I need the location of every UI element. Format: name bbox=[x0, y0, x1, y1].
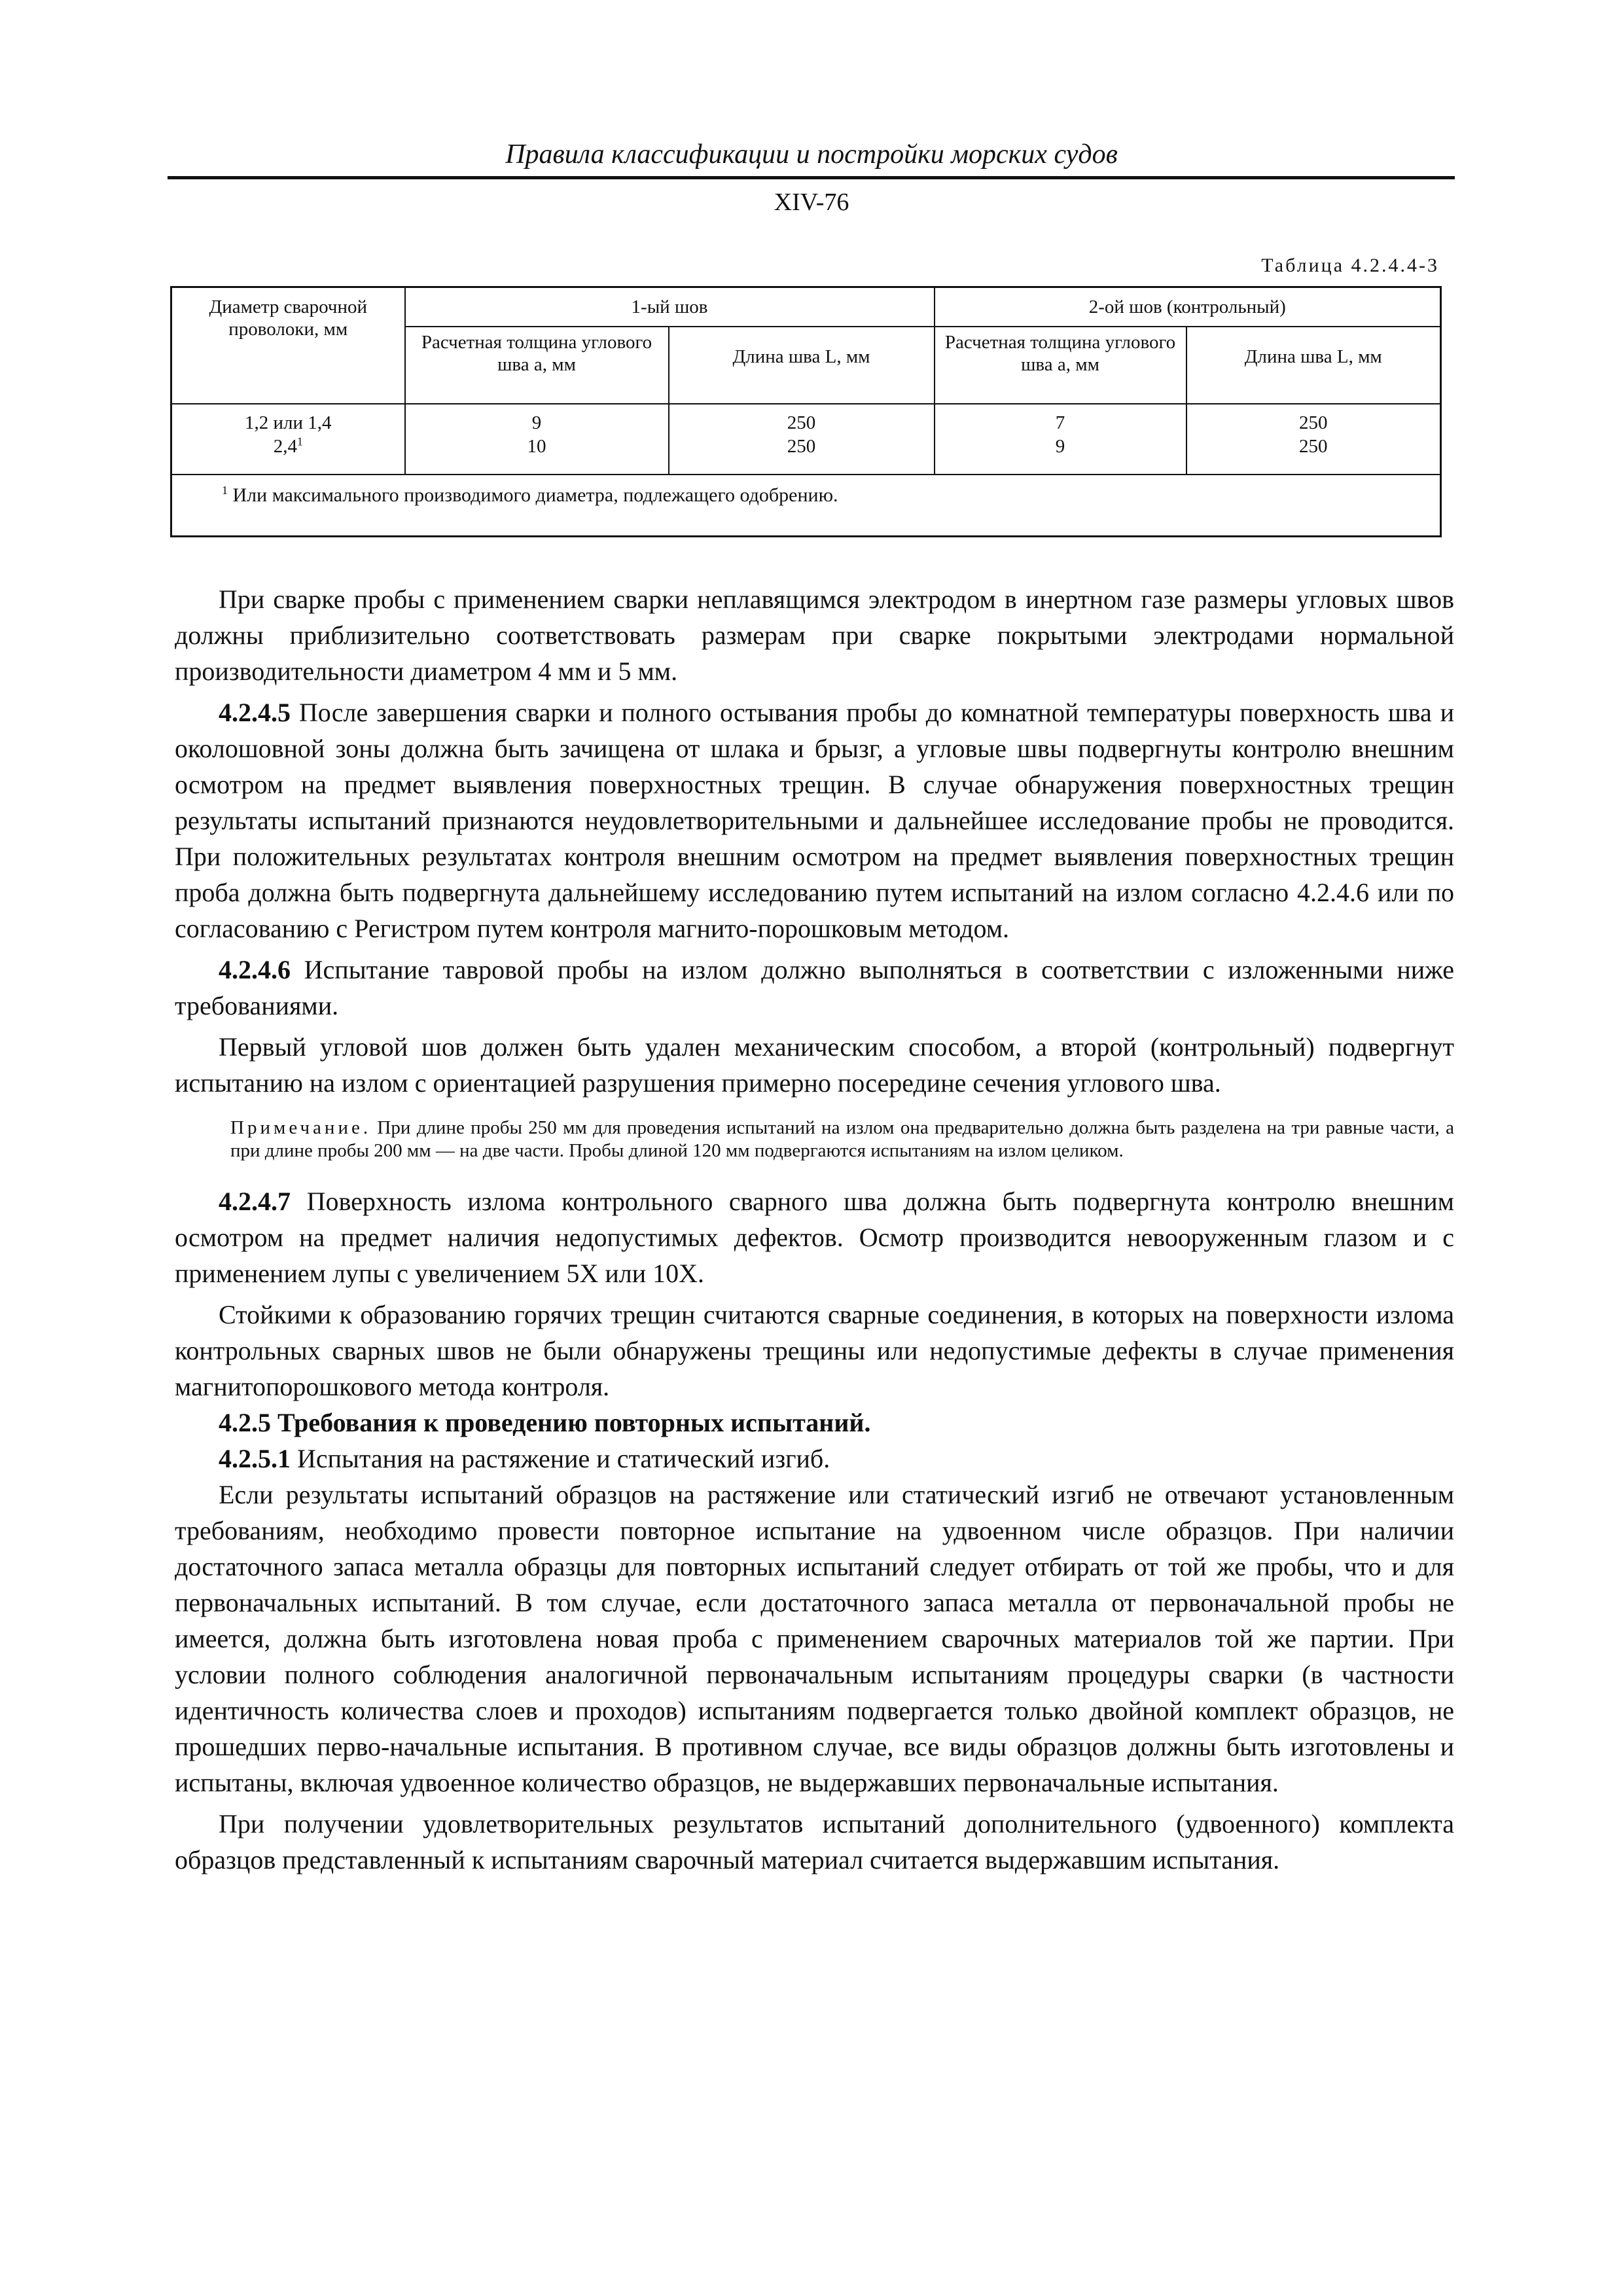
document-body bbox=[175, 581, 1454, 1878]
length-header-text: Длина шва L, мм bbox=[1244, 346, 1382, 367]
clause-number: 4.2.4.7 bbox=[219, 1187, 291, 1216]
thickness-2-value: 7 bbox=[1055, 412, 1065, 433]
thickness-1-value: 10 bbox=[527, 436, 546, 457]
page-number: XIV-76 bbox=[774, 188, 849, 216]
length-header-text: Длина шва L, мм bbox=[732, 346, 870, 367]
thickness-header-text: Расчетная толщина углового шва a, мм bbox=[421, 332, 652, 375]
footnote-text: Или максимального производимого диаметра, подлежащего одобрению. bbox=[232, 484, 838, 506]
length-2-value: 250 bbox=[1299, 412, 1328, 433]
note-text: При длине пробы 250 мм для проведения испытаний на излом она предварительно должна быть разделена на три равные части, а при длине пробы 200 мм — на две части. Пробы длиной 120 мм подвергаются испытаниям на излом целиком. bbox=[230, 1117, 1454, 1161]
diameter-value: $2,4^1$ bbox=[273, 435, 303, 457]
length-1-value: 250 bbox=[787, 436, 816, 457]
column-header-length-2 bbox=[1186, 327, 1441, 404]
footnote-ref: 1 bbox=[297, 435, 303, 448]
length-2-cell bbox=[1186, 404, 1441, 475]
length-1-value: 250 bbox=[787, 412, 816, 433]
footnote-mark: 1 bbox=[222, 484, 228, 497]
paragraph: При сварке пробы с применением сварки неплавящимся электродом в инертном газе размеры угловых швов должны приблизительно соответствовать размерам при сварке покрытыми электродами нормальной производительности диаметром 4 мм и 5 мм. bbox=[175, 584, 1454, 686]
clause-number: 4.2.4.6 bbox=[219, 955, 291, 984]
paragraph: Если результаты испытаний образцов на растяжение или статический изгиб не отвечают установленным требованиям, необходимо провести повторное испытание на удвоенном числе образцов. При наличии достаточного запаса металла образцы для повторных испытаний следует отбирать от той же пробы, что и для первоначальных испытаний. В том случае, если достаточного запаса металла от первоначальной пробы не имеется, должна быть изготовлена новая проба с применением сварочных материалов той же партии. При условии полного соблюдения аналогичной первоначальным испытаниям процедуры сварки (в частности идентичность количества слоев и проходов) испытаниям подвергается только двойной комплект образцов, не прошедших перво-начальные испытания. В противном случае, все виды образцов должны быть изготовлены и испытаны, включая удвоенное количество образцов, не выдержавших первоначальные испытания. bbox=[175, 1480, 1454, 1797]
column-header-thickness-1 bbox=[405, 327, 669, 404]
table-footnote bbox=[171, 475, 1441, 537]
paragraph: Первый угловой шов должен быть удален механическим способом, а второй (контрольный) подвергнут испытанию на излом с ориентацией разрушения примерно посередине сечения углового шва. bbox=[175, 1032, 1454, 1098]
column-header-thickness-2 bbox=[935, 327, 1186, 404]
table-data-row bbox=[171, 404, 1441, 475]
paragraph-4-2-4-5: 4.2.4.5 После завершения сварки и полного остывания пробы до комнатной температуры поверхность шва и околошовной зоны должна быть зачищена от шлака и брызг, а угловые швы подвергнуты контролю внешним осмотром на предмет выявления поверхностных трещин. В случае обнаружения поверхностных трещин результаты испытаний признаются неудовлетворительными и дальнейшее исследование пробы не проводится. При положительных результатах контроля внешним осмотром на предмет выявления поверхностных трещин проба должна быть подвергнута дальнейшему исследованию путем испытаний на излом согласно 4.2.4.6 или по согласованию с Регистром путем контроля магнито-порошковым методом. bbox=[175, 698, 1454, 943]
length-2-value: 250 bbox=[1299, 436, 1328, 457]
note bbox=[175, 1117, 1454, 1162]
document-header-title: Правила классификации и постройки морских судов bbox=[505, 139, 1118, 170]
table-caption: Таблица 4.2.4.4-3 bbox=[1261, 255, 1439, 276]
paragraph-4-2-4-6: 4.2.4.6 Испытание тавровой пробы на излом должно выполняться в соответствии с изложенными ниже требованиями. bbox=[175, 955, 1455, 1020]
length-1-cell bbox=[669, 404, 935, 475]
paragraph: При получении удовлетворительных результатов испытаний дополнительного (удвоенного) комплекта образцов представленный к испытаниям сварочный материал считается выдержавшим испытания. bbox=[175, 1809, 1454, 1874]
diameter-value: 1,2 или 1,4 bbox=[244, 412, 332, 433]
column-group-second-weld: 2-ой шов (контрольный) bbox=[935, 287, 1441, 327]
note-label: Примечание. bbox=[230, 1117, 372, 1138]
paragraph-4-2-5-1: 4.2.5.1 Испытания на растяжение и статический изгиб. bbox=[219, 1444, 830, 1473]
paragraph-4-2-4-7: 4.2.4.7 Поверхность излома контрольного сварного шва должна быть подвергнута контролю внешним осмотром на предмет наличия недопустимых дефектов. Осмотр производится невооруженным глазом и с применением лупы с увеличением 5X или 10X. bbox=[175, 1187, 1454, 1288]
paragraph: Стойкими к образованию горячих трещин считаются сварные соединения, в которых на поверхности излома контрольных сварных швов не были обнаружены трещины или недопустимые дефекты в случае применения магнитопорошкового метода контроля. bbox=[175, 1300, 1454, 1401]
clause-number: 4.2.5.1 bbox=[219, 1444, 291, 1473]
weld-parameters-table bbox=[170, 286, 1442, 537]
column-group-first-weld: 1-ый шов bbox=[405, 287, 935, 327]
column-header-length-1 bbox=[669, 327, 935, 404]
clause-number: 4.2.4.5 bbox=[219, 698, 291, 727]
section-heading-4-2-5: 4.2.5 Требования к проведению повторных испытаний. bbox=[219, 1408, 871, 1437]
column-header-diameter: Диаметр сварочной проволоки, мм bbox=[171, 287, 405, 404]
thickness-header-text: Расчетная толщина углового шва a, мм bbox=[944, 332, 1176, 375]
thickness-2-value: 9 bbox=[1055, 436, 1065, 457]
thickness-2-cell bbox=[935, 404, 1186, 475]
thickness-1-cell bbox=[405, 404, 669, 475]
thickness-1-value: 9 bbox=[531, 412, 542, 433]
diameter-cell bbox=[171, 404, 405, 475]
header-rule bbox=[168, 176, 1455, 179]
